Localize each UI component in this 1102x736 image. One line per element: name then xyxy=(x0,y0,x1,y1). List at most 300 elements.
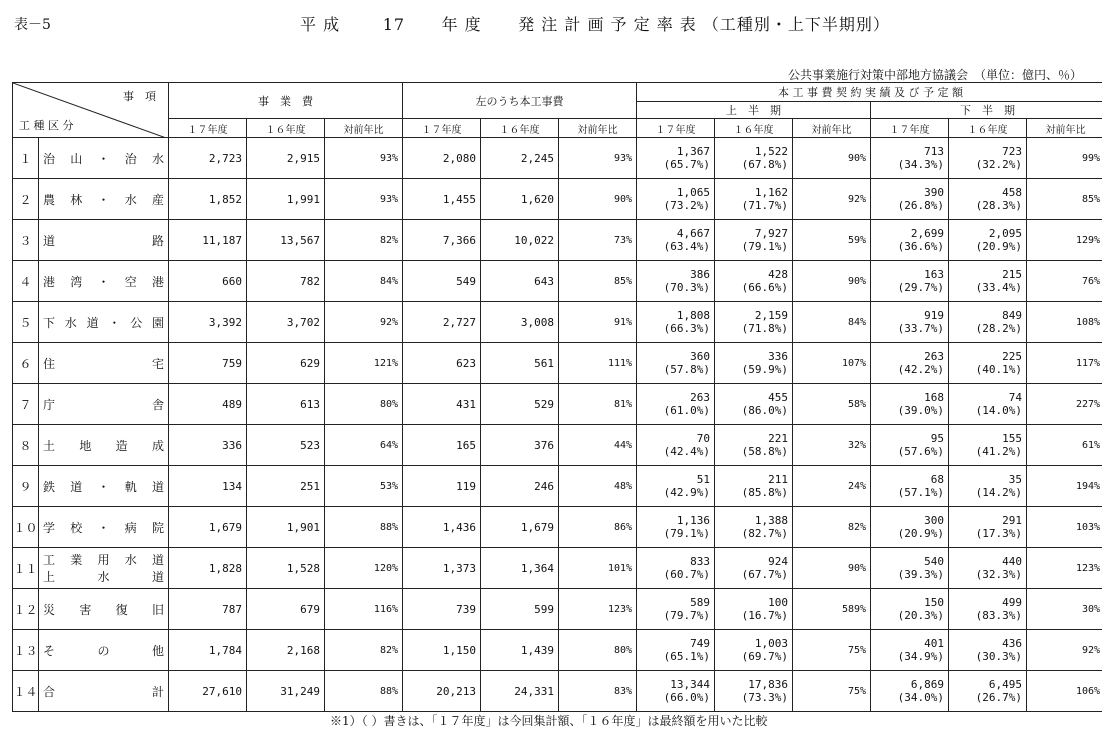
honkouji-17: 1,150 xyxy=(403,630,481,671)
honkouji-ratio: 44% xyxy=(559,425,637,466)
share-percent: (42.9%) xyxy=(663,486,711,499)
jigyohi-17: 787 xyxy=(169,589,247,630)
title-era: 平 成 xyxy=(300,15,341,34)
shimo-16 xyxy=(949,589,1027,630)
share-percent: (60.7%) xyxy=(663,568,711,581)
name-char: 上 xyxy=(43,570,56,584)
name-char: 工 xyxy=(43,553,56,567)
share-percent: (79.1%) xyxy=(663,527,711,540)
shimo-16 xyxy=(949,548,1027,589)
row-number: ２ xyxy=(13,179,39,220)
header-col-ratio: 対前年比 xyxy=(793,119,871,138)
honkouji-ratio: 111% xyxy=(559,343,637,384)
shimo-ratio: 129% xyxy=(1027,220,1102,261)
kami-16 xyxy=(715,384,793,425)
share-percent: (57.8%) xyxy=(663,363,711,376)
table-label: 表－5 xyxy=(14,17,51,33)
name-char: ・ xyxy=(108,315,121,330)
jigyohi-ratio: 53% xyxy=(325,466,403,507)
jigyohi-16: 1,901 xyxy=(247,507,325,548)
row-number: ４ xyxy=(13,261,39,302)
amount: 919 xyxy=(924,309,945,322)
jigyohi-ratio: 82% xyxy=(325,630,403,671)
jigyohi-16: 679 xyxy=(247,589,325,630)
amount: 924 xyxy=(768,555,789,568)
shimo-17 xyxy=(871,425,949,466)
jigyohi-17: 2,723 xyxy=(169,138,247,179)
jigyohi-16: 251 xyxy=(247,466,325,507)
kami-17 xyxy=(637,425,715,466)
jigyohi-ratio: 120% xyxy=(325,548,403,589)
amount: 440 xyxy=(1002,555,1023,568)
name-char: 害 xyxy=(79,602,92,617)
name-char: 病 xyxy=(124,520,137,535)
name-char: ・ xyxy=(97,274,110,289)
honkouji-16: 246 xyxy=(481,466,559,507)
name-char: 水 xyxy=(124,192,137,207)
honkouji-ratio: 80% xyxy=(559,630,637,671)
shimo-17 xyxy=(871,384,949,425)
kami-16 xyxy=(715,630,793,671)
name-char: 道 xyxy=(70,479,83,494)
row-number: ６ xyxy=(13,343,39,384)
kami-17 xyxy=(637,630,715,671)
kami-ratio: 90% xyxy=(793,548,871,589)
share-percent: (39.0%) xyxy=(897,404,945,417)
jigyohi-ratio: 93% xyxy=(325,138,403,179)
header-jikou: 事 項 xyxy=(123,90,156,103)
jigyohi-16: 31,249 xyxy=(247,671,325,712)
share-percent: (85.8%) xyxy=(741,486,789,499)
name-char: 校 xyxy=(70,520,83,535)
honkouji-17: 1,455 xyxy=(403,179,481,220)
table-row xyxy=(13,507,1102,548)
kami-16 xyxy=(715,671,793,712)
share-percent: (34.3%) xyxy=(897,158,945,171)
jigyohi-16: 3,702 xyxy=(247,302,325,343)
name-char: 鉄 xyxy=(43,479,56,494)
share-percent: (67.8%) xyxy=(741,158,789,171)
name-char: 水 xyxy=(97,570,110,584)
honkouji-17: 7,366 xyxy=(403,220,481,261)
table-row xyxy=(13,384,1102,425)
amount: 35 xyxy=(1008,473,1023,486)
shimo-16 xyxy=(949,220,1027,261)
shimo-ratio: 99% xyxy=(1027,138,1102,179)
amount: 723 xyxy=(1002,145,1023,158)
honkouji-16: 2,245 xyxy=(481,138,559,179)
header-col-16: １６年度 xyxy=(481,119,559,138)
organization-unit: 公共事業施行対策中部地方協議会 （単位：億円、％） xyxy=(787,68,1082,82)
jigyohi-16: 613 xyxy=(247,384,325,425)
share-percent: (66.0%) xyxy=(663,691,711,704)
share-percent: (20.9%) xyxy=(975,240,1023,253)
name-char: 水 xyxy=(64,315,77,330)
honkouji-17: 623 xyxy=(403,343,481,384)
kami-17 xyxy=(637,507,715,548)
jigyohi-ratio: 92% xyxy=(325,302,403,343)
row-number: ８ xyxy=(13,425,39,466)
kami-16 xyxy=(715,466,793,507)
jigyohi-ratio: 64% xyxy=(325,425,403,466)
amount: 386 xyxy=(690,268,711,281)
shimo-ratio: 106% xyxy=(1027,671,1102,712)
row-number: １０ xyxy=(13,507,39,548)
amount: 163 xyxy=(924,268,945,281)
name-char: 治 xyxy=(124,151,137,166)
share-percent: (42.4%) xyxy=(663,445,711,458)
name-char: 道 xyxy=(43,233,56,248)
jigyohi-ratio: 82% xyxy=(325,220,403,261)
share-percent: (70.3%) xyxy=(663,281,711,294)
name-char: 山 xyxy=(70,151,83,166)
name-char: 用 xyxy=(97,553,110,567)
share-percent: (69.7%) xyxy=(741,650,789,663)
share-percent: (28.3%) xyxy=(975,199,1023,212)
jigyohi-17: 11,187 xyxy=(169,220,247,261)
share-percent: (66.3%) xyxy=(663,322,711,335)
share-percent: (86.0%) xyxy=(741,404,789,417)
name-char: 計 xyxy=(151,684,164,699)
amount: 1,065 xyxy=(676,186,711,199)
jigyohi-16: 629 xyxy=(247,343,325,384)
shimo-16 xyxy=(949,179,1027,220)
shimo-16 xyxy=(949,507,1027,548)
kami-ratio: 90% xyxy=(793,138,871,179)
name-char: ・ xyxy=(97,520,110,535)
amount: 540 xyxy=(924,555,945,568)
amount: 95 xyxy=(930,432,945,445)
honkouji-16: 24,331 xyxy=(481,671,559,712)
kami-ratio: 75% xyxy=(793,630,871,671)
row-number: １ xyxy=(13,138,39,179)
honkouji-17: 2,080 xyxy=(403,138,481,179)
amount: 833 xyxy=(690,555,711,568)
table-row xyxy=(13,630,1102,671)
shimo-ratio: 117% xyxy=(1027,343,1102,384)
header-col-17: １７年度 xyxy=(871,119,949,138)
honkouji-16: 1,364 xyxy=(481,548,559,589)
share-percent: (57.1%) xyxy=(897,486,945,499)
kami-ratio: 84% xyxy=(793,302,871,343)
name-char: 路 xyxy=(151,233,164,248)
honkouji-16: 1,620 xyxy=(481,179,559,220)
share-percent: (16.7%) xyxy=(741,609,789,622)
table-row xyxy=(13,302,1102,343)
share-percent: (14.0%) xyxy=(975,404,1023,417)
name-char: 合 xyxy=(43,684,56,699)
amount: 1,136 xyxy=(676,514,711,527)
table-row xyxy=(13,548,1102,589)
amount: 713 xyxy=(924,145,945,158)
kami-16 xyxy=(715,548,793,589)
share-percent: (34.9%) xyxy=(897,650,945,663)
row-number: １２ xyxy=(13,589,39,630)
header-kami: 上 半 期 xyxy=(637,102,871,119)
amount: 1,367 xyxy=(676,145,711,158)
work-type-name xyxy=(39,466,169,507)
amount: 6,495 xyxy=(988,678,1023,691)
amount: 68 xyxy=(930,473,945,486)
table-row xyxy=(13,466,1102,507)
jigyohi-17: 1,828 xyxy=(169,548,247,589)
share-percent: (42.2%) xyxy=(897,363,945,376)
row-number: １３ xyxy=(13,630,39,671)
table-row xyxy=(13,671,1102,712)
amount: 499 xyxy=(1002,596,1023,609)
amount: 336 xyxy=(768,350,789,363)
jigyohi-16: 523 xyxy=(247,425,325,466)
shimo-17 xyxy=(871,220,949,261)
kami-16 xyxy=(715,261,793,302)
header-col-17: １７年度 xyxy=(403,119,481,138)
amount: 1,003 xyxy=(754,637,789,650)
share-percent: (32.2%) xyxy=(975,158,1023,171)
name-char: 林 xyxy=(70,192,83,207)
name-char: 旧 xyxy=(151,602,164,617)
amount: 2,095 xyxy=(988,227,1023,240)
jigyohi-ratio: 88% xyxy=(325,507,403,548)
share-percent: (63.4%) xyxy=(663,240,711,253)
header-col-16: １６年度 xyxy=(949,119,1027,138)
kami-17 xyxy=(637,466,715,507)
work-type-name xyxy=(39,548,169,589)
jigyohi-ratio: 116% xyxy=(325,589,403,630)
honkouji-16: 529 xyxy=(481,384,559,425)
shimo-17 xyxy=(871,261,949,302)
kami-16 xyxy=(715,343,793,384)
amount: 263 xyxy=(690,391,711,404)
shimo-16 xyxy=(949,630,1027,671)
share-percent: (57.6%) xyxy=(897,445,945,458)
honkouji-17: 549 xyxy=(403,261,481,302)
name-char: 道 xyxy=(151,553,164,567)
header-shimo: 下 半 期 xyxy=(871,102,1102,119)
kami-17 xyxy=(637,138,715,179)
jigyohi-17: 489 xyxy=(169,384,247,425)
amount: 390 xyxy=(924,186,945,199)
kami-16 xyxy=(715,425,793,466)
header-koushu: 工 種 区 分 xyxy=(19,119,74,132)
share-percent: (61.0%) xyxy=(663,404,711,417)
amount: 2,159 xyxy=(754,309,789,322)
share-percent: (30.3%) xyxy=(975,650,1023,663)
shimo-16 xyxy=(949,302,1027,343)
kami-17 xyxy=(637,179,715,220)
name-char: 成 xyxy=(151,438,164,453)
name-char: 港 xyxy=(151,274,164,289)
work-type-name xyxy=(39,671,169,712)
honkouji-17: 119 xyxy=(403,466,481,507)
jigyohi-17: 660 xyxy=(169,261,247,302)
name-char: ・ xyxy=(97,151,110,166)
shimo-ratio: 61% xyxy=(1027,425,1102,466)
name-char: そ xyxy=(43,643,56,658)
amount: 1,162 xyxy=(754,186,789,199)
amount: 360 xyxy=(690,350,711,363)
honkouji-ratio: 48% xyxy=(559,466,637,507)
shimo-ratio: 194% xyxy=(1027,466,1102,507)
table-row xyxy=(13,261,1102,302)
honkouji-16: 376 xyxy=(481,425,559,466)
honkouji-ratio: 123% xyxy=(559,589,637,630)
shimo-ratio: 108% xyxy=(1027,302,1102,343)
shimo-17 xyxy=(871,302,949,343)
kami-17 xyxy=(637,302,715,343)
name-char: 道 xyxy=(151,570,164,584)
work-type-name xyxy=(39,589,169,630)
header-col-17: １７年度 xyxy=(169,119,247,138)
table-row xyxy=(13,589,1102,630)
amount: 4,667 xyxy=(676,227,711,240)
footnote: ※1）（ ）書きは、「１７年度」は今回集計額、「１６年度」は最終額を用いた比較 xyxy=(330,714,768,728)
share-percent: (34.0%) xyxy=(897,691,945,704)
kami-16 xyxy=(715,302,793,343)
honkouji-16: 10,022 xyxy=(481,220,559,261)
jigyohi-16: 2,915 xyxy=(247,138,325,179)
amount: 291 xyxy=(1002,514,1023,527)
share-percent: (26.7%) xyxy=(975,691,1023,704)
shimo-17 xyxy=(871,671,949,712)
share-percent: (79.7%) xyxy=(663,609,711,622)
jigyohi-ratio: 121% xyxy=(325,343,403,384)
shimo-ratio: 30% xyxy=(1027,589,1102,630)
name-char: の xyxy=(97,643,110,658)
kami-ratio: 589% xyxy=(793,589,871,630)
header-col-17: １７年度 xyxy=(637,119,715,138)
jigyohi-17: 1,784 xyxy=(169,630,247,671)
shimo-17 xyxy=(871,179,949,220)
share-percent: (17.3%) xyxy=(975,527,1023,540)
jigyohi-16: 1,991 xyxy=(247,179,325,220)
kami-16 xyxy=(715,220,793,261)
amount: 2,699 xyxy=(910,227,945,240)
amount: 225 xyxy=(1002,350,1023,363)
kami-ratio: 82% xyxy=(793,507,871,548)
name-char: 公 xyxy=(130,315,143,330)
shimo-ratio: 227% xyxy=(1027,384,1102,425)
kami-ratio: 32% xyxy=(793,425,871,466)
share-percent: (58.8%) xyxy=(741,445,789,458)
work-type-name xyxy=(39,630,169,671)
name-char: 水 xyxy=(124,553,137,567)
name-char: 下 xyxy=(43,315,56,330)
shimo-17 xyxy=(871,548,949,589)
shimo-16 xyxy=(949,261,1027,302)
share-percent: (33.7%) xyxy=(897,322,945,335)
kami-ratio: 107% xyxy=(793,343,871,384)
share-percent: (20.3%) xyxy=(897,609,945,622)
amount: 455 xyxy=(768,391,789,404)
name-char: 園 xyxy=(151,315,164,330)
jigyohi-16: 13,567 xyxy=(247,220,325,261)
jigyohi-17: 759 xyxy=(169,343,247,384)
jigyohi-17: 1,679 xyxy=(169,507,247,548)
kami-16 xyxy=(715,589,793,630)
kami-16 xyxy=(715,507,793,548)
page-title xyxy=(300,12,890,35)
work-type-name xyxy=(39,425,169,466)
jigyohi-17: 3,392 xyxy=(169,302,247,343)
title-year: 17 xyxy=(382,15,406,34)
shimo-17 xyxy=(871,630,949,671)
row-number: ７ xyxy=(13,384,39,425)
name-char: ・ xyxy=(97,192,110,207)
honkouji-16: 1,679 xyxy=(481,507,559,548)
work-type-name xyxy=(39,220,169,261)
amount: 1,808 xyxy=(676,309,711,322)
name-char: 造 xyxy=(115,438,128,453)
table-row xyxy=(13,138,1102,179)
name-char: 湾 xyxy=(70,274,83,289)
work-type-name xyxy=(39,138,169,179)
jigyohi-ratio: 84% xyxy=(325,261,403,302)
kami-17 xyxy=(637,589,715,630)
name-char: 農 xyxy=(43,192,56,207)
amount: 150 xyxy=(924,596,945,609)
jigyohi-ratio: 93% xyxy=(325,179,403,220)
row-number: １４ xyxy=(13,671,39,712)
honkouji-17: 2,727 xyxy=(403,302,481,343)
table-row xyxy=(13,343,1102,384)
honkouji-ratio: 101% xyxy=(559,548,637,589)
share-percent: (71.7%) xyxy=(741,199,789,212)
honkouji-ratio: 83% xyxy=(559,671,637,712)
name-char: ・ xyxy=(97,479,110,494)
shimo-17 xyxy=(871,507,949,548)
share-percent: (29.7%) xyxy=(897,281,945,294)
amount: 70 xyxy=(696,432,711,445)
share-percent: (28.2%) xyxy=(975,322,1023,335)
work-type-name xyxy=(39,261,169,302)
header-corner xyxy=(13,83,169,138)
honkouji-ratio: 90% xyxy=(559,179,637,220)
amount: 401 xyxy=(924,637,945,650)
kami-17 xyxy=(637,220,715,261)
name-char: 地 xyxy=(79,438,92,453)
honkouji-ratio: 91% xyxy=(559,302,637,343)
jigyohi-16: 2,168 xyxy=(247,630,325,671)
share-percent: (79.1%) xyxy=(741,240,789,253)
honkouji-17: 1,436 xyxy=(403,507,481,548)
honkouji-ratio: 86% xyxy=(559,507,637,548)
shimo-ratio: 103% xyxy=(1027,507,1102,548)
header-col-ratio: 対前年比 xyxy=(559,119,637,138)
shimo-ratio: 92% xyxy=(1027,630,1102,671)
share-percent: (20.9%) xyxy=(897,527,945,540)
honkouji-17: 431 xyxy=(403,384,481,425)
header-col-16: １６年度 xyxy=(247,119,325,138)
amount: 300 xyxy=(924,514,945,527)
name-char: 庁 xyxy=(43,397,56,412)
share-percent: (65.1%) xyxy=(663,650,711,663)
shimo-16 xyxy=(949,466,1027,507)
name-char: 産 xyxy=(151,192,164,207)
honkouji-17: 20,213 xyxy=(403,671,481,712)
table-row xyxy=(13,425,1102,466)
name-char: 舎 xyxy=(151,397,164,412)
shimo-ratio: 76% xyxy=(1027,261,1102,302)
amount: 589 xyxy=(690,596,711,609)
kami-17 xyxy=(637,384,715,425)
header-honkouji: 左のうち本工事費 xyxy=(403,83,637,119)
row-number: ９ xyxy=(13,466,39,507)
work-type-name xyxy=(39,343,169,384)
share-percent: (26.8%) xyxy=(897,199,945,212)
name-char: 港 xyxy=(43,274,56,289)
share-percent: (33.4%) xyxy=(975,281,1023,294)
title-nendo: 年 度 xyxy=(441,15,482,34)
